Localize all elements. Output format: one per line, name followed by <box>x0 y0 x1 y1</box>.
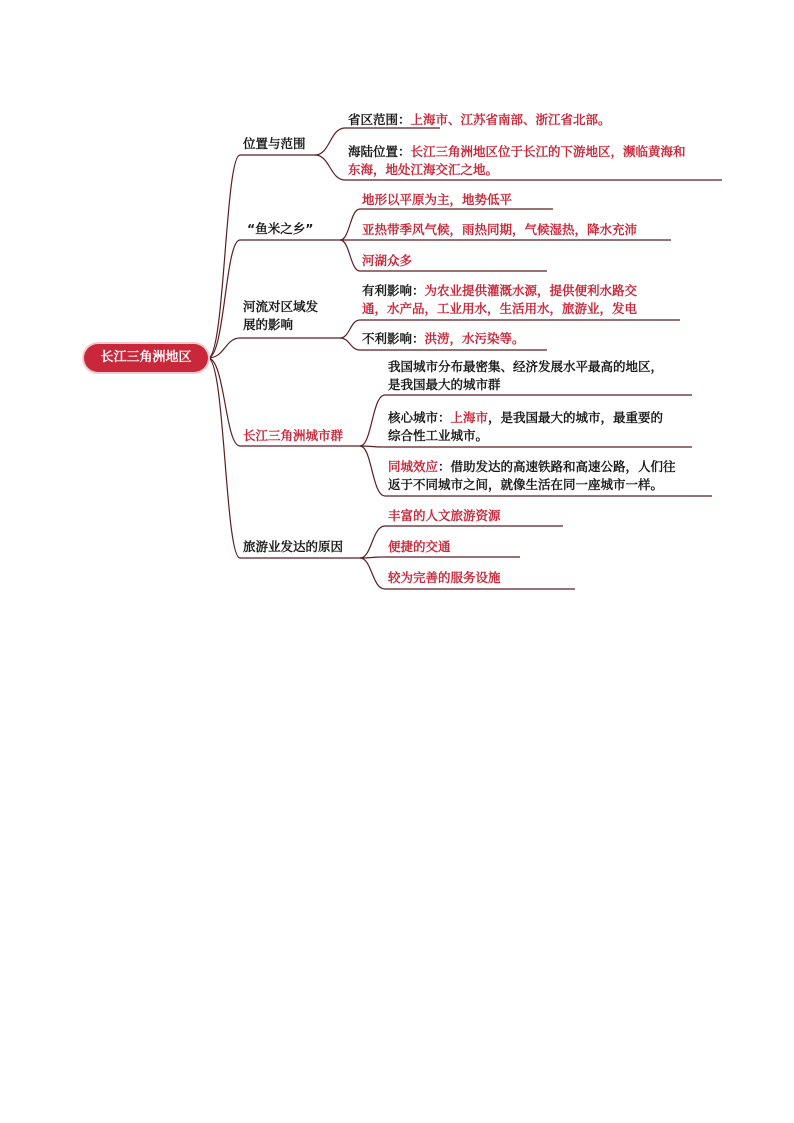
item-rivers-lakes: 河湖众多 <box>362 253 413 268</box>
branch-label-fish-rice: “鱼米之乡” <box>247 221 314 236</box>
item-city-density: 我国城市分布最密集、经济发展水平最高的地区， <box>388 359 664 374</box>
branch-label-location: 位置与范围 <box>243 136 306 151</box>
item-land-sea-position: 海陆位置：长江三角洲地区位于长江的下游地区，濒临黄海和 <box>348 144 686 159</box>
item-transport: 便捷的交通 <box>388 539 451 554</box>
branch-label-river-impact-line1: 河流对区域发 <box>243 299 319 314</box>
branch-label-tourism: 旅游业发达的原因 <box>243 539 344 554</box>
item-land-sea-position-line2: 东海，地处江海交汇之地。 <box>348 162 499 177</box>
item-province-range: 省区范围：上海市、江苏省南部、浙江省北部。 <box>348 112 611 127</box>
item-core-city-line2: 综合性工业城市。 <box>388 428 489 443</box>
branch-label-river-impact-line2: 展的影响 <box>243 317 294 332</box>
branch-label-city-cluster: 长江三角洲城市群 <box>243 428 344 443</box>
item-favorable-impact: 有利影响：为农业提供灌溉水源，提供便利水路交 <box>362 283 638 298</box>
item-services: 较为完善的服务设施 <box>388 570 501 585</box>
item-cultural-resources: 丰富的人文旅游资源 <box>388 508 501 523</box>
item-terrain: 地形以平原为主，地势低平 <box>362 192 513 207</box>
item-unfavorable-impact: 不利影响：洪涝，水污染等。 <box>362 331 525 346</box>
item-same-city-effect: 同城效应：借助发达的高速铁路和高速公路，人们往 <box>388 459 676 474</box>
item-core-city: 核心城市：上海市，是我国最大的城市，最重要的 <box>388 410 664 425</box>
item-favorable-impact-line2: 通，水产品，工业用水，生活用水，旅游业，发电 <box>362 301 638 316</box>
item-same-city-effect-line2: 返于不同城市之间，就像生活在同一座城市一样。 <box>388 477 664 492</box>
item-climate: 亚热带季风气候，雨热同期，气候湿热，降水充沛 <box>362 222 638 237</box>
item-city-density-line2: 是我国最大的城市群 <box>388 377 501 392</box>
root-node: 长江三角洲地区 <box>84 344 208 372</box>
